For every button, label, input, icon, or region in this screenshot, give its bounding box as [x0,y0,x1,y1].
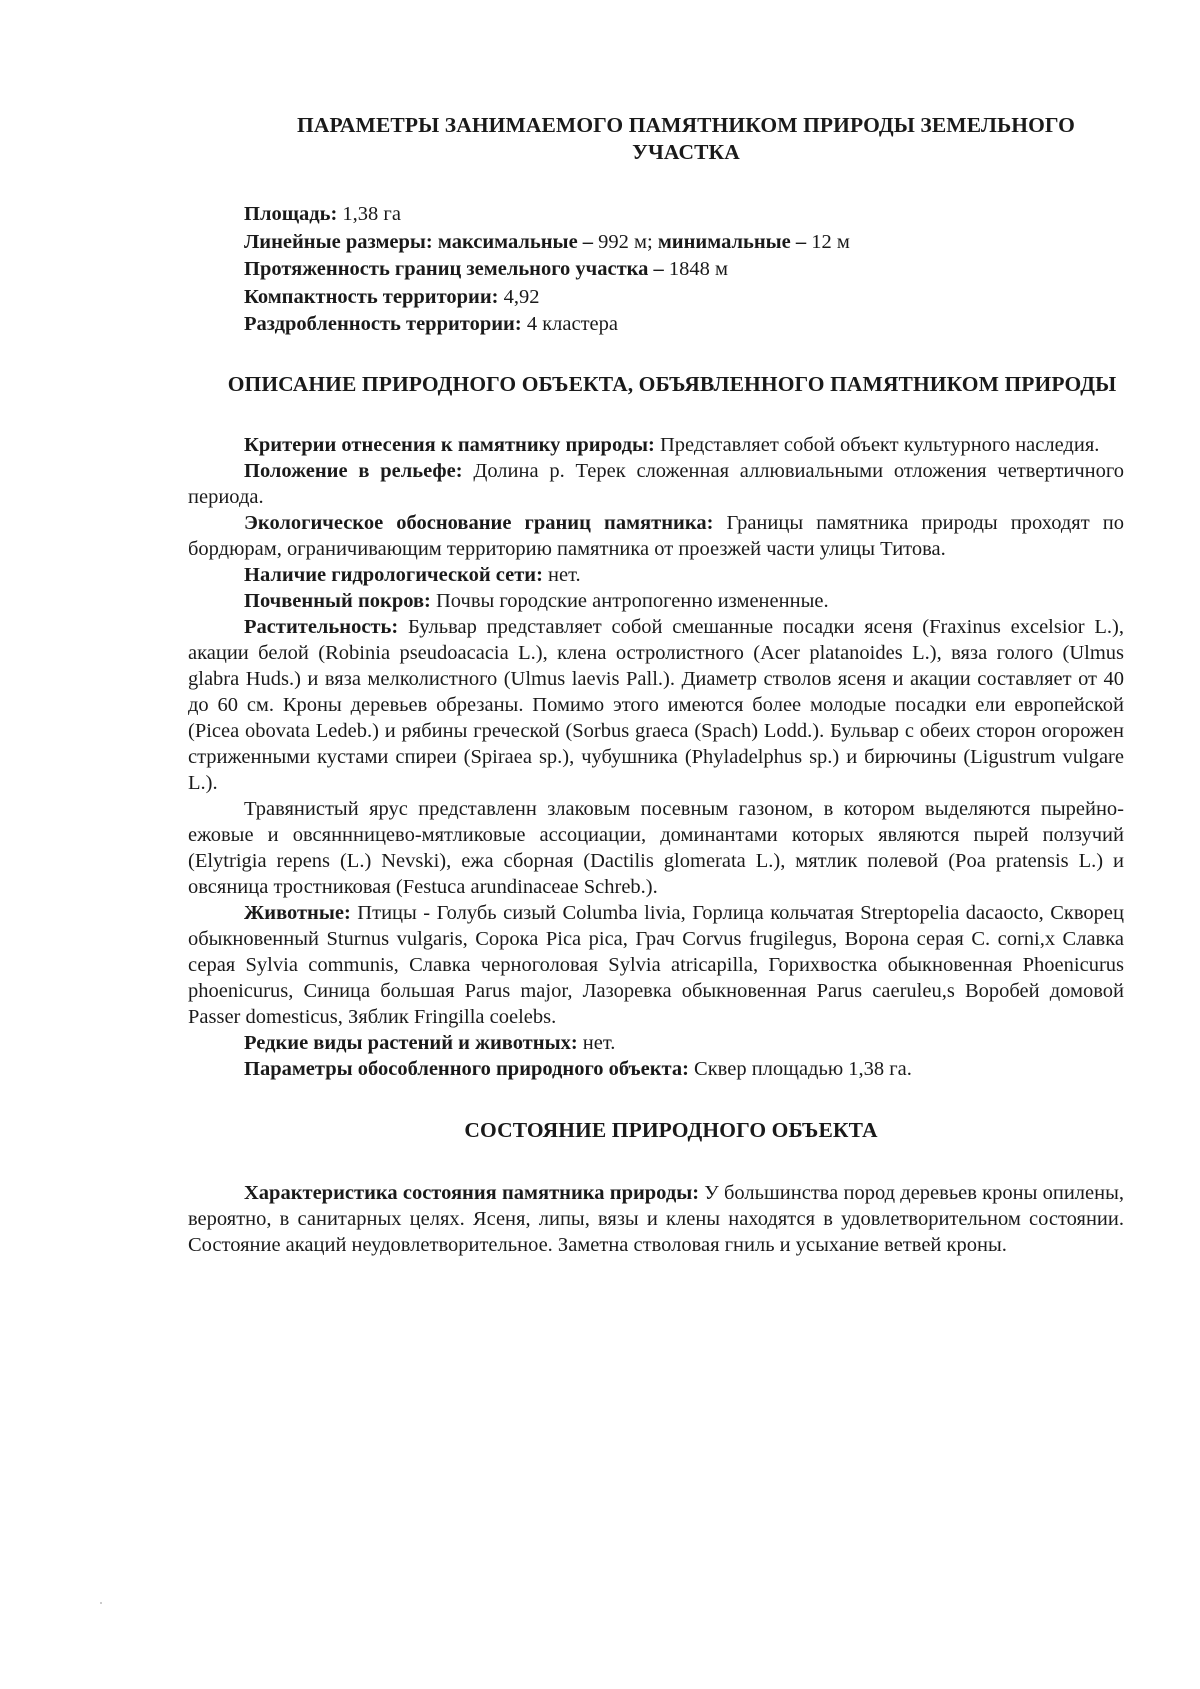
paragraph-relief [188,458,1124,510]
paragraph-eco-justification [188,510,1124,562]
param-area [244,201,1124,229]
section-title-description: ОПИСАНИЕ ПРИРОДНОГО ОБЪЕКТА, ОБЪЯВЛЕННОГО ПАМЯТНИКОМ ПРИРОДЫ [227,371,1117,396]
param-label: Протяженность границ земельного участка – [244,258,664,280]
param-label: Линейные размеры: максимальные – [244,230,594,253]
param-value: 1,38 га [337,203,401,225]
paragraph-label: Редкие виды растений и животных: [244,1031,578,1054]
paragraph-isolated-object [188,1056,1124,1082]
paragraph-grass-layer: Травянистый ярус представленн злаковым посевным газоном, в котором выделяются пырейно-ежовые и овсяннницево-мятликовые ассоциации, доминантами которых являются пырей ползучий (Elytrigia repens (L.) Nevski), ежа сборная (Dactilis glomerata L.), мятлик полевой (Poa pratensis L.) и овсяница тростниковая (Festuca arundinaceae Schreb.). [188,797,1124,898]
paragraph-state-characteristics [188,1180,1124,1258]
paragraph-vegetation [188,614,1124,796]
param-fragmentation [244,311,1124,339]
paragraph-text: Границы памятника природы проходят по бордюрам, ограничивающим территорию памятника от проезжей части улицы Титова. [188,511,1124,560]
paragraph-text: Почвы городские антропогенно измененные. [430,589,829,612]
scan-artifact-dot [100,1602,102,1604]
paragraph-text: Бульвар представляет собой смешанные посадки ясеня (Fraxinus excelsior L.), акации белой (Robinia pseudoacacia L.), клена остролистного (Acer platanoides L.), вяза голого (Ulmus glabra Huds.) и вяза мелколистного (Ulmus laevis Pall.). Диаметр стволов ясеня и акации составляет от 40 до 60 см. Кроны деревьев обрезаны. Помимо этого имеются более молодые посадки ели европейской (Picea obovata Ledeb.) и рябины греческой (Sorbus graeca (Spach) Lodd.). Бульвар с обеих сторон огорожен стриженными кустами спиреи (Spiraea sp.), чубушника (Phyladelphus sp.) и бирючины (Ligustrum vulgare L.). [188,615,1124,794]
paragraph-label: Наличие гидрологической сети: [244,563,543,586]
paragraph-text: нет. [542,563,581,586]
param-value: 1848 м [663,258,729,280]
param-value: 4 кластера [521,313,618,335]
paragraph-animals [188,900,1124,1030]
section-title-parameters: ПАРАМЕТРЫ ЗАНИМАЕМОГО ПАМЯТНИКОМ ПРИРОДЫ ЗЕМЕЛЬНОГО УЧАСТКА [297,113,1075,164]
description-block [188,432,1124,1082]
paragraph-hydrology [188,562,1124,588]
param-linear-size [244,229,1124,257]
paragraph-text: Долина р. Терек сложенная аллювиальными отложения четвертичного периода. [188,459,1125,508]
param-label: Площадь: [244,203,338,225]
param-label: Компактность территории: [244,285,499,308]
paragraph-text: Птицы - Голубь сизый Columba livia, Горлица кольчатая Streptopelia dacaocto, Скворец обыкновенный Sturnus vulgaris, Сорока Pica pica, Грач Corvus frugilegus, Ворона серая C. corni,x Славка серая Sylvia communis, Славка черноголовая Sylvia atricapilla, Горихвостка обыкновенная Phoenicurus phoenicurus, Синица большая Parus major, Лазоревка обыкновенная Parus caeruleu,s Воробей домовой Passer domesticus, Зяблик Fringilla coelebs. [188,901,1124,1028]
param-boundary-length [244,256,1124,284]
document-content [188,112,1124,1258]
paragraph-rare-species [188,1030,1124,1056]
paragraph-text: Представляет собой объект культурного наследия. [654,433,1100,456]
param-label: Раздробленность территории: [244,313,522,335]
paragraph-label: Положение в рельефе: [244,459,463,482]
paragraph-criteria [188,432,1124,458]
paragraph-text: нет. [577,1031,616,1054]
paragraph-label: Экологическое обоснование границ памятника: [244,511,714,534]
paragraph-text: Сквер площадью 1,38 га. [688,1057,912,1080]
state-block [188,1180,1124,1258]
paragraph-label: Растительность: [244,615,399,638]
param-value: 12 м [806,230,850,253]
paragraph-label: Животные: [244,901,351,924]
paragraph-soil [188,588,1124,614]
paragraph-label: Параметры обособленного природного объекта: [244,1057,689,1080]
section-title-state: СОСТОЯНИЕ ПРИРОДНОГО ОБЪЕКТА [464,1117,878,1142]
paragraph-label: Почвенный покров: [244,589,431,612]
param-value: 992 м; [593,230,658,253]
paragraph-label: Критерии отнесения к памятнику природы: [244,433,655,456]
parameters-block [244,201,1124,339]
param-compactness [244,284,1124,312]
param-label: минимальные – [657,230,807,253]
param-value: 4,92 [498,285,540,308]
paragraph-text: У большинства пород деревьев кроны опилены, вероятно, в санитарных целях. Ясеня, липы, вязы и клены находятся в удовлетворительном состоянии. Состояние акаций неудовлетворительное. Заметна стволовая гниль и усыхание ветвей кроны. [188,1181,1124,1256]
paragraph-label: Характеристика состояния памятника природы: [244,1181,700,1204]
